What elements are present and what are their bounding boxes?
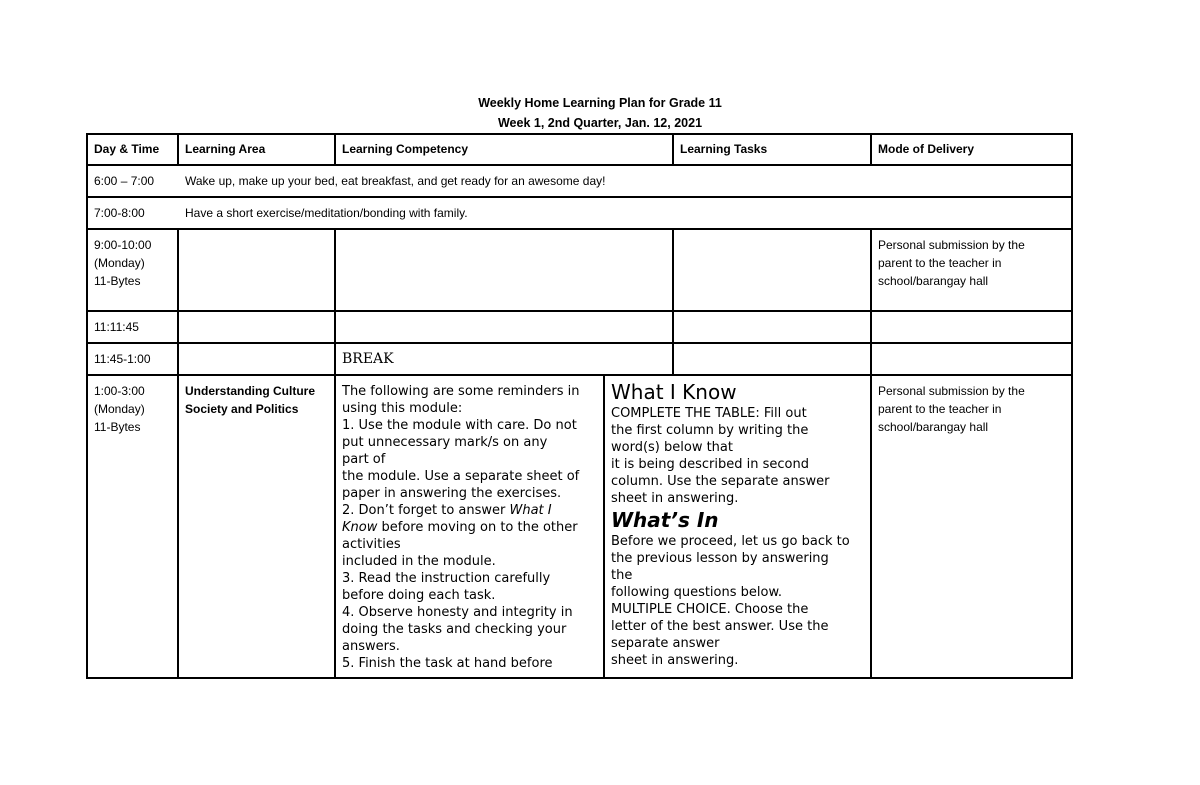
task-line: it is being described in second <box>611 457 809 472</box>
row3-delivery-line: school/barangay hall <box>878 274 989 288</box>
row-divider <box>86 374 1073 376</box>
competency-line: before doing each task. <box>342 588 496 603</box>
row3-section-line: 11-Bytes <box>94 274 141 288</box>
learning-plan-table <box>86 133 1073 679</box>
row6-delivery <box>872 377 1071 677</box>
competency-text: before moving on to the other <box>377 520 578 535</box>
competency-line-mixed <box>342 519 599 536</box>
header-day-time: Day & Time <box>94 142 160 156</box>
task-line: word(s) below that <box>611 440 733 455</box>
table-border-right <box>1071 133 1073 679</box>
row3-delivery <box>872 231 1071 310</box>
row6-area-line: Understanding Culture <box>185 384 316 398</box>
row6-area-line: Society and Politics <box>185 402 299 416</box>
row1-time: 6:00 – 7:00 <box>94 174 155 188</box>
row-divider <box>86 164 1073 166</box>
row6-learning-area <box>179 377 334 677</box>
competency-line: included in the module. <box>342 554 496 569</box>
competency-line: The following are some reminders in <box>342 384 580 399</box>
table-border-bottom <box>86 677 1073 679</box>
competency-line: part of <box>342 452 386 467</box>
row5-time: 11:45-1:00 <box>94 352 151 366</box>
competency-line-mixed <box>342 502 599 519</box>
task-line: separate answer <box>611 636 720 651</box>
competency-line: the module. Use a separate sheet of <box>342 469 580 484</box>
row6-time-line: 1:00-3:00 <box>94 384 145 398</box>
row2-activity: Have a short exercise/meditation/bonding with family. <box>185 206 468 220</box>
competency-text: 2. Don’t forget to answer <box>342 503 510 518</box>
task-line: the first column by writing the <box>611 423 809 438</box>
competency-line: 1. Use the module with care. Do not <box>342 418 577 433</box>
row4-time: 11:11:45 <box>94 320 139 334</box>
competency-line: 3. Read the instruction carefully <box>342 571 551 586</box>
row-divider <box>86 310 1073 312</box>
competency-line: 5. Finish the task at hand before <box>342 656 553 671</box>
document-subtitle: Week 1, 2nd Quarter, Jan. 12, 2021 <box>497 116 703 130</box>
header-learning-competency: Learning Competency <box>342 142 469 156</box>
row2-time: 7:00-8:00 <box>94 206 145 220</box>
competency-italic-text: Know <box>342 520 378 535</box>
task-line: letter of the best answer. Use the <box>611 619 829 634</box>
row6-time <box>88 377 177 677</box>
competency-line: put unnecessary mark/s on any <box>342 435 548 450</box>
document-title: Weekly Home Learning Plan for Grade 11 <box>478 96 722 110</box>
column-divider <box>672 228 674 376</box>
row6-section-line: 11-Bytes <box>94 420 141 434</box>
task-line: MULTIPLE CHOICE. Choose the <box>611 602 809 617</box>
row6-day-line: (Monday) <box>94 402 145 416</box>
competency-line: doing the tasks and checking your <box>342 622 567 637</box>
row6-learning-tasks <box>605 377 870 677</box>
row3-delivery-line: parent to the teacher in <box>878 256 1002 270</box>
task-line: the previous lesson by answering <box>611 551 829 566</box>
competency-line: paper in answering the exercises. <box>342 486 562 501</box>
row3-time <box>88 231 177 310</box>
row-divider <box>86 342 1073 344</box>
competency-line: using this module: <box>342 401 463 416</box>
competency-line: answers. <box>342 639 400 654</box>
task-line: sheet in answering. <box>611 653 739 668</box>
row6-delivery-line: school/barangay hall <box>878 420 989 434</box>
task-line: column. Use the separate answer <box>611 474 830 489</box>
competency-line: 4. Observe honesty and integrity in <box>342 605 573 620</box>
row3-delivery-line: Personal submission by the <box>878 238 1025 252</box>
task-line: COMPLETE THE TABLE: Fill out <box>611 406 807 421</box>
row-divider <box>86 196 1073 198</box>
row6-competency <box>336 377 603 677</box>
row3-time-line: 9:00-10:00 <box>94 238 152 252</box>
header-learning-tasks: Learning Tasks <box>680 142 768 156</box>
row-divider <box>86 228 1073 230</box>
what-i-know-heading: What I Know <box>611 380 737 404</box>
row1-activity: Wake up, make up your bed, eat breakfast, and get ready for an awesome day! <box>185 174 606 188</box>
row3-day-line: (Monday) <box>94 256 145 270</box>
row6-delivery-line: Personal submission by the <box>878 384 1025 398</box>
competency-italic-text: What I <box>509 503 552 518</box>
row5-break: BREAK <box>342 351 394 367</box>
header-mode-of-delivery: Mode of Delivery <box>878 142 975 156</box>
task-line: Before we proceed, let us go back to <box>611 534 850 549</box>
header-learning-area: Learning Area <box>185 142 266 156</box>
whats-in-heading: What’s In <box>611 508 719 532</box>
task-line: following questions below. <box>611 585 783 600</box>
row6-delivery-line: parent to the teacher in <box>878 402 1002 416</box>
task-line: sheet in answering. <box>611 491 739 506</box>
competency-line: activities <box>342 537 401 552</box>
task-line: the <box>611 568 633 583</box>
